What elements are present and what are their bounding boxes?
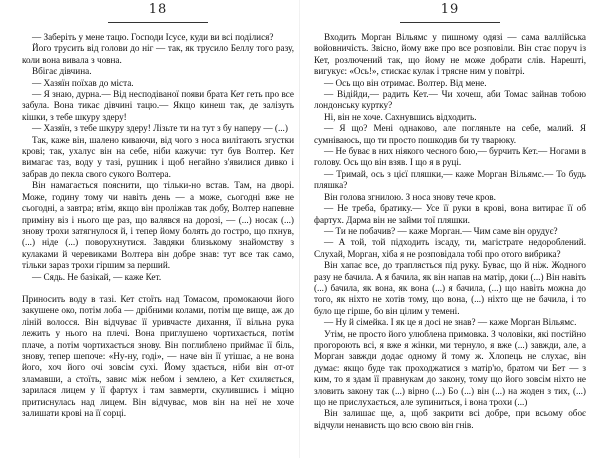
paragraph: — Сядь. Не базікай, — каже Кет. (32, 271, 162, 282)
paragraph: — Ось що він отримає. Волтер. Від мене. (324, 77, 487, 88)
paragraph: — Заберіть у мене тацю. Господи Ісусе, куди ви всі поділися? (32, 32, 274, 42)
paragraph: — Не буває в них ніякого чесного бою,— бурчить Кет.— Ногами в голову. Ось що він взяв. І що я в руці. (314, 146, 586, 168)
left-page (22, 0, 294, 458)
paragraph: — Ти не побачив? — каже Морган.— Чим саме він орудує? (324, 225, 558, 236)
paragraph: — Хазяїн поїхав до міста. (32, 77, 134, 88)
right-page-header (314, 0, 586, 32)
book-gutter (299, 0, 300, 458)
paragraph: Входить Морган Вільямс у пишному одязі — сама валлійська войовничість. Звісно, йому вже про все розповіли. Він стає поруч із Кет, розлючений так, що йому не може добрати слів. Нарешті, вигукує: «Ось!», стискає кулак і трясне ним у повітрі. (314, 32, 586, 77)
paragraph: Утім, не просто його улюблена примовка. З чоловіки, які постійно прогороють всі, я вже я жінки, ми тернуло, я вже (...) завжди, але, а Морган завжди додає одному й тому ж. Хлопець не слухає, він думає: якщо буде так проходжатися з матір'ю, братом чи Бет — з ким, то я здам її правнукам до закону, тому що його зовсім ніхто не зловить закону так (...) вірно (...) Бо (...) він (...) на жоден з тих, (...) що не прислухається, але зупиниться, і вона трохи (...) (314, 328, 586, 407)
paragraph: Його трусить від голови до ніг — так, як трусило Беллу тогo разу, коли вона вивала з човна. (22, 43, 294, 65)
paragraph: Ні, він не хоче. Сахнувшись відходить. (324, 111, 477, 122)
paragraph: Він залишає ще, а, щоб закрити всі добре, при всьому обоє відчули ненависть що всю свою він гнів. (314, 408, 586, 430)
paragraph: Вбігає дівчина. (32, 66, 92, 77)
paragraph: — Я знаю, дурна.— Від несподіваної появи брата Кет геть про все забула. Вона тикає дівчині тацю.— Якщо кинеш так, де залізуть кішки, з тебе шкуру здеру! (22, 89, 294, 122)
paragraph: — А той, той підходить ізсаду, ти, магістрате недороблений. Слухай, Морган, хіба я не розповідала тобі про отого вибрика? (314, 237, 586, 259)
paragraph: — Тримай, ось з цієї пляшки,— каже Морган Вільямс.— То будь пляшка? (314, 168, 586, 191)
paragraph: Приносить воду в тазі. Кет стоїть над Томасом, промокаючи його закушене око, потім лоба — дрібними колами, потім ще вище, аж до ліній волосся. Він відчуває її уривчасте дихання, її вільна рука лежить у нього на плечі. Вона приглушено чортихається, потім плаче, а потім чортихається знову. Він поглиблено приймає її біль, знову, тепер шепоче: «Ну-ну, годі», — наче він її утішає, а не вона його, хоч його очі зовсім сухі. Йому здається, ніби він от-от зламавши, а стоїть, завис між небом і землею, а Кет схиляється, зарилася лицем у її фартух і там завмерти, скулившись і міцно притиснулась над лицем. Він відчуває, мов він на неї не хоче залишати крові на її сорці. (22, 293, 294, 418)
paragraph: Він намагається пояснити, що тільки-но встав. Там, на дворі. Може, годину тому чи навіть день — а може, сьогодні вже не сьогодні, а завтра; втім, якщо він проліжав так добу, Волтер напевне приміну віз і нього ще раз, що валявся на дорозі, — (...) носак (...) знову трохи затягнулося й, і тепер йому болять до гостро, що пхнув, (...) ніде (...) поворухнутися. Завдяки близькому знайомству з кулаками й черевиками Волтера він добре знав: тут все так само, тільки зараз трохи гіршим за перший. (22, 180, 294, 271)
paragraph: — Відійди,— радить Кет.— Чи хочеш, аби Томас зайнав тобою лондонську куртку? (314, 89, 586, 111)
paragraph: — Не треба, братику.— Усе її руки в крові, вона витирає її об фартух. Дарма він не займи тої пляшки. (314, 203, 586, 225)
paragraph: — Ну й сімейка. І як це я досі не знав? — каже Морган Вільямс. (324, 317, 577, 328)
paragraph: — Я що? Мені однаково, але погляньте на себе, малий. Я сумніваюсь, що ти просто пошкодив би ту тварюку. (314, 123, 586, 145)
right-page-number: 19 (440, 2, 460, 17)
paragraph: — Хазяїн, з тебе шкуру здеру! Лізьте ти на тут з бу наперу — (...) (32, 123, 288, 134)
left-page-header (22, 0, 294, 32)
paragraph: Він голова згнилою. З носа знову тече кров. (324, 191, 496, 202)
paragraph: Так, каже він, шалено киваючи, від чого з носа вилітають згустки крові; так, ухалус він на себе, ніби кажучи: тут був Волтер. Кет вимагає таз, воду у тазі, рушник і щоб негайно з'явилися дивко і забрав до пекла свого сукого Волтера. (22, 134, 294, 179)
right-page-text (314, 32, 586, 431)
left-page-number: 18 (148, 2, 168, 17)
right-page (314, 0, 586, 458)
paragraph: Він хапає все, до траплясться під руку. Буває, що й ніж. Жодного разу не бачила. А я бачила, як він напав на матір, доки (...) Він навіть (...) бачила, як вона, як вона (...) я бачила, (...) що навіть можна до того, як ніхто не хотів тому, що вона, (...) ніхто ще не бачила, і то було ще гірше, бо він цілим у темені. (314, 260, 586, 316)
left-header-rule (108, 22, 208, 23)
left-page-text (22, 32, 294, 419)
right-header-rule (400, 22, 500, 23)
